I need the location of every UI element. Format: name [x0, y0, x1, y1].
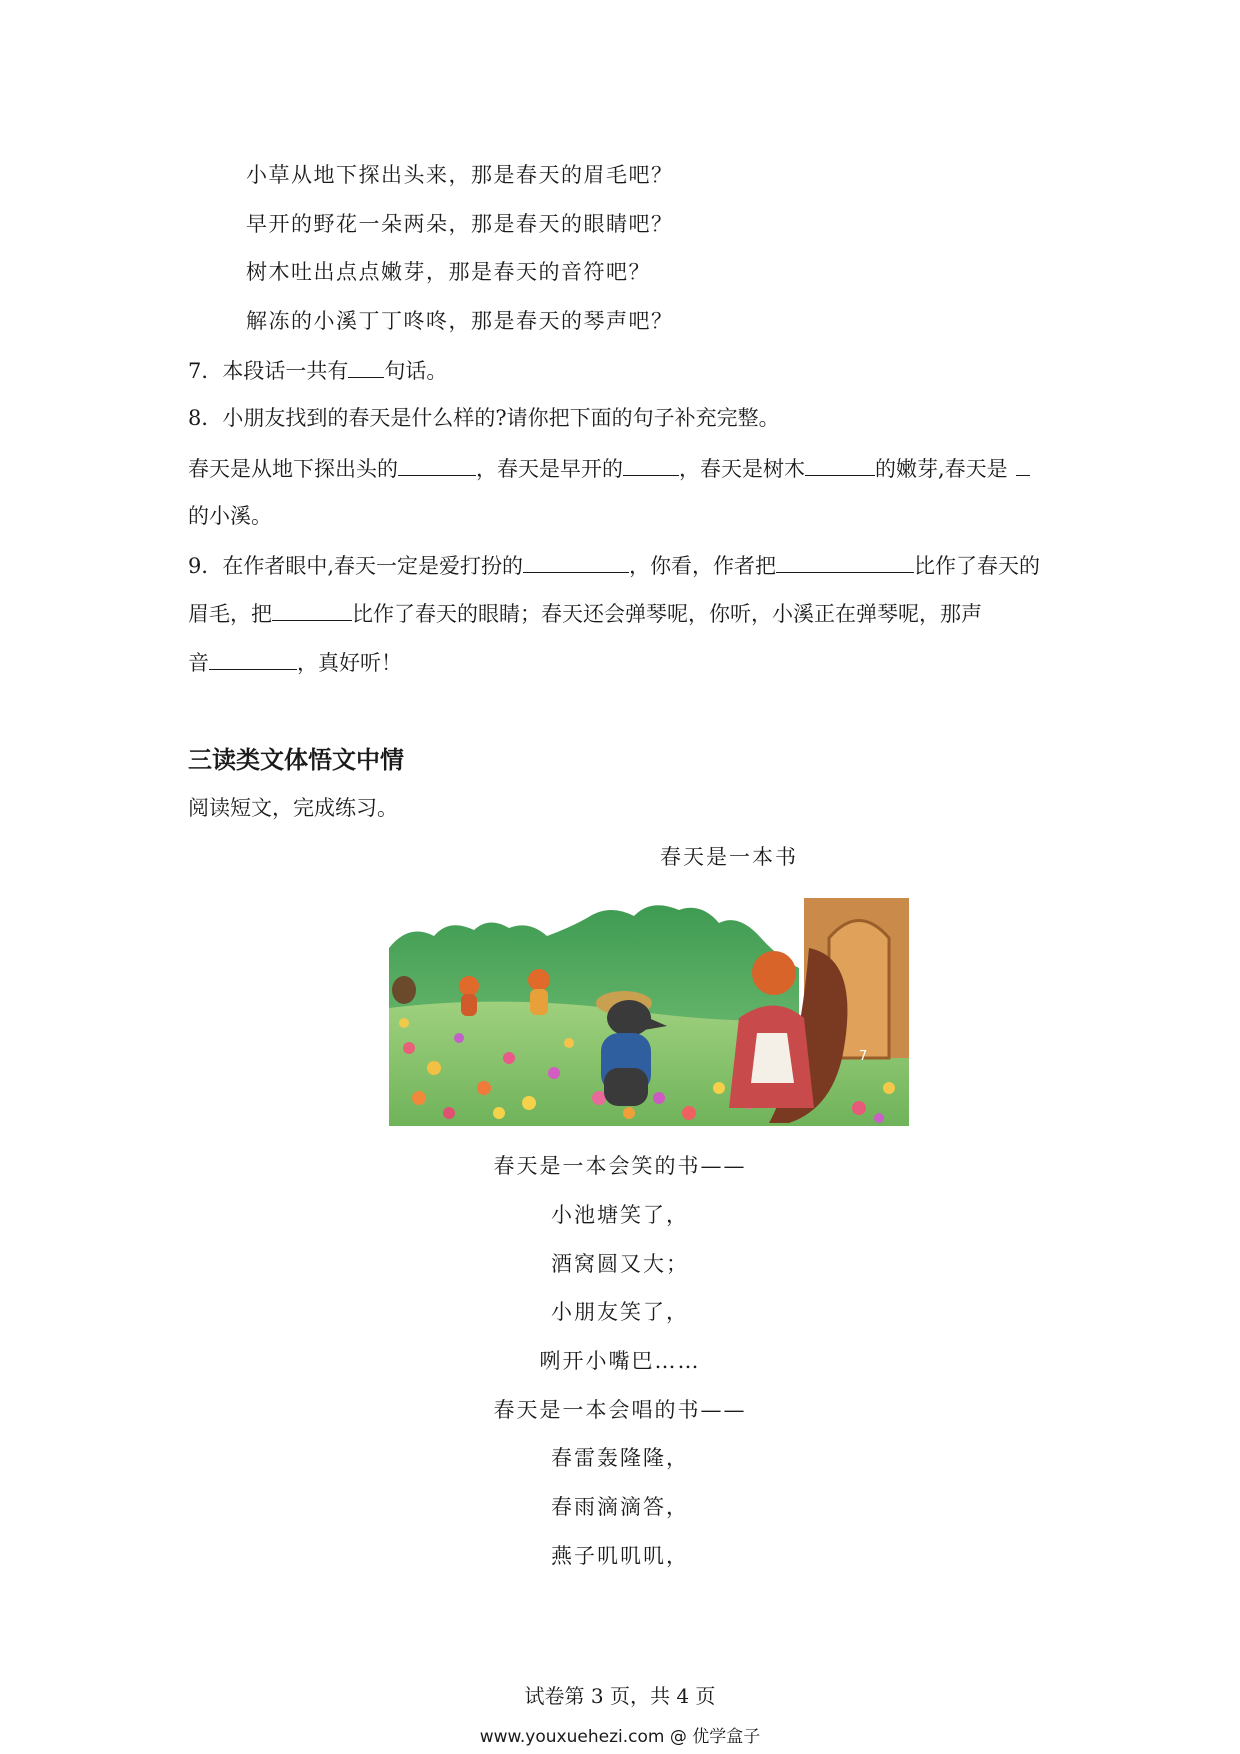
- question-9-blank-4[interactable]: [209, 647, 297, 670]
- question-7-prefix: 7．本段话一共有: [188, 359, 349, 383]
- question-9-part-1: 9．在作者眼中,春天一定是爱打扮的: [188, 554, 524, 578]
- question-7: [188, 355, 447, 385]
- passage-line-7: 春雷轰隆隆，: [551, 1446, 689, 1470]
- passage-line-2: 小池塘笑了，: [551, 1203, 689, 1227]
- passage-title: 春天是一本书: [660, 845, 798, 869]
- question-8-part-2: ，春天是早开的: [476, 457, 623, 481]
- poem-line-1: 小草从地下探出头来，那是春天的眉毛吧？: [246, 163, 674, 187]
- question-8-continued: 的小溪。: [188, 504, 272, 528]
- question-8-sentence: [188, 453, 1030, 483]
- question-8-blank-2[interactable]: [623, 453, 679, 476]
- question-9-line-1: [188, 550, 1040, 580]
- passage-line-1: 春天是一本会笑的书——: [493, 1154, 747, 1178]
- section-title: 三读类文体悟文中情: [188, 746, 404, 774]
- passage-line-4: 小朋友笑了，: [551, 1300, 689, 1324]
- question-8-blank-4[interactable]: [1016, 453, 1030, 476]
- question-9-part-3: 比作了春天的: [914, 554, 1041, 578]
- passage-line-9: 燕子叽叽叽，: [551, 1544, 689, 1568]
- question-8: 8．小朋友找到的春天是什么样的?请你把下面的句子补充完整。: [188, 406, 780, 430]
- question-9-part-2: ，你看，作者把: [629, 554, 777, 578]
- question-8-part-1: 春天是从地下探出头的: [188, 457, 398, 481]
- spring-illustration: [389, 898, 909, 1126]
- question-9-part-6: 音: [188, 651, 209, 675]
- question-8-blank-1[interactable]: [398, 453, 476, 476]
- question-7-suffix: 句话。: [384, 359, 448, 383]
- question-9-part-4: 眉毛，把: [188, 602, 272, 626]
- question-9-part-7: ，真好听！: [297, 651, 402, 675]
- passage-line-8: 春雨滴滴答，: [551, 1495, 689, 1519]
- question-9-line-2: [188, 598, 982, 628]
- passage-line-3: 酒窝圆又大；: [551, 1252, 689, 1276]
- question-8-part-3: ，春天是树木: [679, 457, 805, 481]
- watermark-link[interactable]: www.youxuehezi.com @ 优学盒子: [479, 1727, 761, 1747]
- passage-line-5: 咧开小嘴巴……: [539, 1349, 701, 1373]
- question-9-part-5: 比作了春天的眼睛；春天还会弹琴呢，你听，小溪正在弹琴呢，那声: [352, 602, 982, 626]
- poem-line-2: 早开的野花一朵两朵，那是春天的眼睛吧？: [246, 212, 674, 236]
- question-8-blank-3[interactable]: [805, 453, 875, 476]
- hedgehog: [392, 976, 416, 1004]
- page-footer: 试卷第 3 页，共 4 页: [524, 1684, 716, 1708]
- question-7-blank[interactable]: [348, 355, 384, 378]
- question-9-blank-1[interactable]: [523, 550, 629, 573]
- section-instruction: 阅读短文，完成练习。: [188, 796, 398, 820]
- question-9-blank-3[interactable]: [272, 598, 352, 621]
- question-8-part-4: 的嫩芽,春天是: [875, 457, 1008, 481]
- poem-line-3: 树木吐出点点嫩芽，那是春天的音符吧？: [246, 260, 651, 284]
- small-fox-2: [528, 969, 550, 1015]
- poem-line-4: 解冻的小溪丁丁咚咚，那是春天的琴声吧？: [246, 309, 674, 333]
- question-9-blank-2[interactable]: [776, 550, 914, 573]
- passage-line-6: 春天是一本会唱的书——: [493, 1398, 747, 1422]
- illustration-page-number: 7: [859, 1049, 868, 1064]
- question-9-line-3: [188, 647, 402, 677]
